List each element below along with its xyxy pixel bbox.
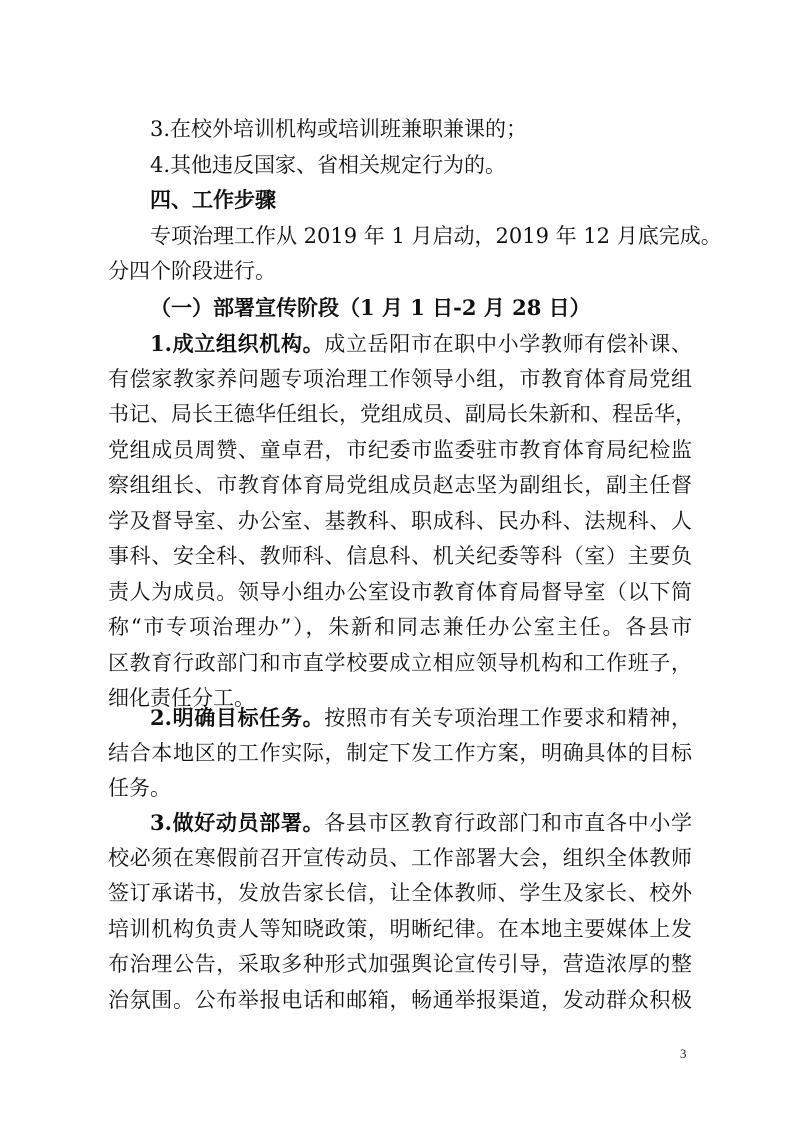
item-2-line: 任务。 — [108, 776, 171, 800]
item-1-line: 事科、安全科、教师科、信息科、机关纪委等科（室）主要负 — [108, 544, 692, 568]
item-1-paragraph — [108, 326, 696, 717]
phase-heading: （一）部署宣传阶段（1 月 1 日-2 月 28 日） — [150, 294, 591, 320]
item-3-title: 3.做好动员部署。 — [150, 810, 325, 835]
item-3-paragraph — [108, 805, 692, 1018]
item-3-line: 培训机构负责人等知晓政策，明晰纪律。在本地主要媒体上发 — [108, 916, 692, 941]
item-2-first-line — [108, 700, 692, 736]
list-item-4: 4.其他违反国家、省相关规定行为的。 — [150, 152, 507, 177]
intro-line-2: 分四个阶段进行。 — [108, 259, 276, 283]
section-heading: 四、工作步骤 — [150, 188, 276, 212]
item-2-text: 按照市有关专项治理工作要求和精神， — [324, 706, 692, 730]
item-3-text: 各县市区教育行政部门和市直各中小学 — [324, 811, 692, 835]
item-1-line: 党组成员周赞、童卓君，市纪委市监委驻市教育体育局纪检监 — [108, 437, 692, 462]
item-2-title: 2.明确目标任务。 — [150, 705, 325, 730]
item-1-line: 有偿家教家养问题专项治理工作领导小组，市教育体育局党组 — [108, 366, 692, 391]
item-3-line: 校必须在寒假前召开宣传动员、工作部署大会，组织全体教师 — [108, 845, 692, 870]
item-2-paragraph — [108, 700, 692, 807]
item-2-line: 结合本地区的工作实际，制定下发工作方案，明确具体的目标 — [108, 740, 692, 765]
item-1-line: 区教育行政部门和市直学校要成立相应领导机构和工作班子， — [108, 650, 692, 675]
item-3-first-line — [108, 805, 692, 841]
intro-line-1: 专项治理工作从 2019 年 1 月启动，2019 年 12 月底完成。 — [150, 223, 722, 248]
item-1-line: 书记、局长王德华任组长，党组成员、副局长朱新和、程岳华， — [108, 402, 696, 426]
item-1-title: 1.成立组织机构。 — [150, 331, 325, 356]
item-1-line: 细化责任分工。 — [108, 686, 255, 710]
item-1-line: 责人为成员。领导小组办公室设市教育体育局督导室（以下简 — [108, 579, 692, 604]
item-1-line: 学及督导室、办公室、基教科、职成科、民办科、法规科、人 — [108, 508, 692, 533]
item-1-line: 称“市专项治理办”），朱新和同志兼任办公室主任。各县市 — [108, 615, 692, 639]
item-3-line: 签订承诺书，发放告家长信，让全体教师、学生及家长、校外 — [108, 881, 692, 905]
item-1-text: 成立岳阳市在职中小学教师有偿补课、 — [324, 332, 692, 356]
item-1-first-line — [108, 326, 692, 362]
item-3-line: 布治理公告，采取多种形式加强舆论宣传引导，营造浓厚的整 — [108, 952, 692, 976]
top-lines — [108, 112, 722, 325]
item-1-line: 察组组长、市教育体育局党组成员赵志坚为副组长，副主任督 — [108, 473, 692, 497]
page-number: 3 — [680, 1046, 687, 1061]
item-3-line: 治氛围。公布举报电话和邮箱，畅通举报渠道，发动群众积极 — [108, 987, 692, 1012]
list-item-3: 3.在校外培训机构或培训班兼职兼课的； — [150, 117, 528, 141]
